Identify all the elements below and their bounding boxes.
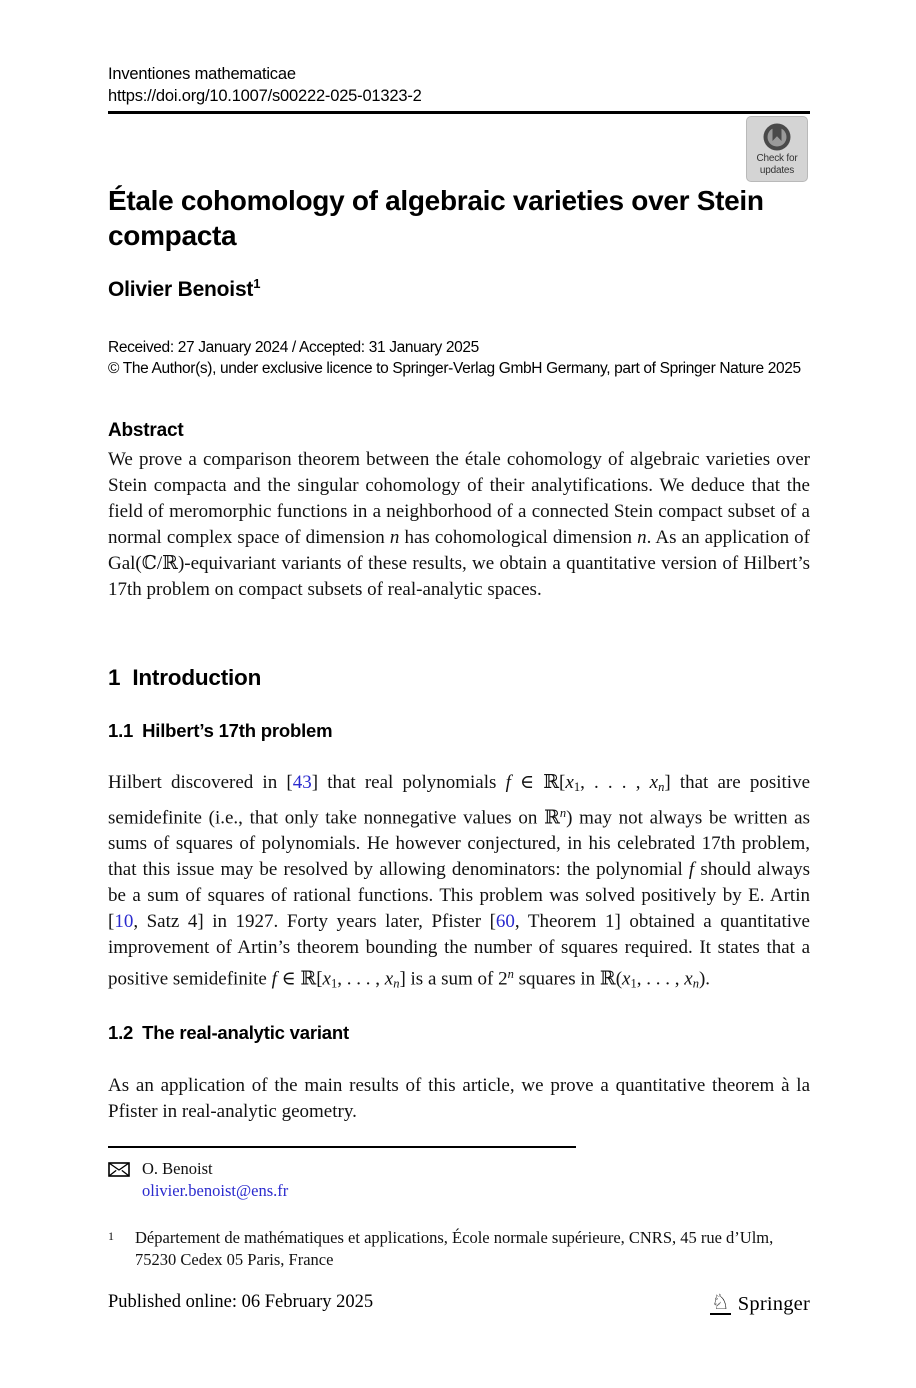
subsection-1-1-heading — [108, 720, 332, 742]
paragraph-real-analytic: As an application of the main results of this article, we prove a quantitative theorem à la Pfister in real-analytic geometry. — [108, 1075, 810, 1122]
subsection-1-2-heading — [108, 1022, 349, 1044]
subsection-number: 1.2 — [108, 1022, 134, 1043]
citation-link[interactable]: 60 — [495, 911, 515, 933]
section-1-heading — [108, 665, 261, 691]
springer-logo — [710, 1292, 810, 1316]
journal-name: Inventiones mathematicae — [108, 65, 296, 83]
affiliation-text: Département de mathématiques et applications, École normale supérieure, CNRS, 45 rue d’Ulm, 75230 Cedex 05 Paris, France — [135, 1228, 774, 1269]
footnote-marker: 1 — [108, 1229, 114, 1243]
author-name: Olivier Benoist — [108, 278, 254, 301]
header-rule — [108, 111, 810, 114]
footnote-rule — [108, 1146, 576, 1148]
correspondence-block — [108, 1158, 288, 1202]
author-line — [108, 276, 260, 302]
published-online: Published online: 06 February 2025 — [108, 1292, 374, 1312]
correspondence-email-link[interactable]: olivier.benoist@ens.fr — [142, 1181, 289, 1200]
subsection-title: Hilbert’s 17th problem — [142, 720, 333, 741]
copyright-line: © The Author(s), under exclusive licence to Springer-Verlag GmbH Germany, part of Springer Nature 2025 — [108, 360, 801, 377]
correspondence-name: O. Benoist — [142, 1159, 213, 1178]
abstract-text: We prove a comparison theorem between the étale cohomology of algebraic varieties over Stein compacta and the singular cohomology of their analytifications. We deduce that the field of meromorphic functions in a neighborhood of a connected Stein compact subset of a normal complex space of dimension n has cohomological dimension n. As an application of Gal(ℂ/ℝ)-equivariant variants of these results, we obtain a quantitative version of Hilbert’s 17th problem on compact subsets of real-analytic spaces. — [108, 449, 810, 600]
abstract-heading: Abstract — [108, 420, 184, 441]
badge-label-line1: Check for — [756, 153, 798, 164]
paragraph-hilbert-17th: Hilbert discovered in [43] that real polynomials f ∈ ℝ[x1, . . . , xn] that are positive semidefinite (i.e., that only take nonnegative values on ℝ$^n$) may not always be written as sums of squares of polynomials. He however conjectured, in his celebrated 17th problem, that this issue may be resolved by allowing denominators: the polynomial f should always be a sum of squares of rational functions. This problem was solved positively by E. Artin [10, Satz 4] in 1927. Forty years later, Pfister [60, Theorem 1] obtained a quantitative improvement of Artin’s theorem bounding the number of squares required. It states that a positive semidefinite f ∈ ℝ[x1, . . . , xn] is a sum of 2$^n$ squares in ℝ(x1, . . . , xn). — [108, 772, 810, 991]
author-footnote-ref: 1 — [253, 276, 261, 291]
citation-link[interactable]: 10 — [114, 911, 134, 933]
affiliation-footnote — [108, 1227, 810, 1271]
badge-label-line2: updates — [759, 164, 795, 176]
springer-wordmark: Springer — [737, 1292, 810, 1315]
springer-knight-icon: ♘ — [710, 1290, 730, 1314]
received-accepted-line: Received: 27 January 2024 / Accepted: 31 January 2025 — [108, 339, 479, 356]
citation-link[interactable]: 43 — [292, 772, 312, 793]
section-number: 1 — [108, 665, 121, 690]
doi-text: https://doi.org/10.1007/s00222-025-01323-2 — [108, 87, 422, 105]
envelope-icon — [108, 1161, 130, 1202]
bottom-row — [108, 1292, 810, 1316]
paper-title: Étale cohomology of algebraic varieties over Stein compacta — [108, 185, 764, 251]
check-for-updates-badge[interactable] — [746, 116, 808, 182]
subsection-title: The real-analytic variant — [142, 1022, 349, 1043]
subsection-number: 1.1 — [108, 720, 134, 741]
check-for-updates-icon — [761, 121, 793, 153]
section-title: Introduction — [132, 665, 262, 690]
journal-header — [108, 63, 810, 107]
